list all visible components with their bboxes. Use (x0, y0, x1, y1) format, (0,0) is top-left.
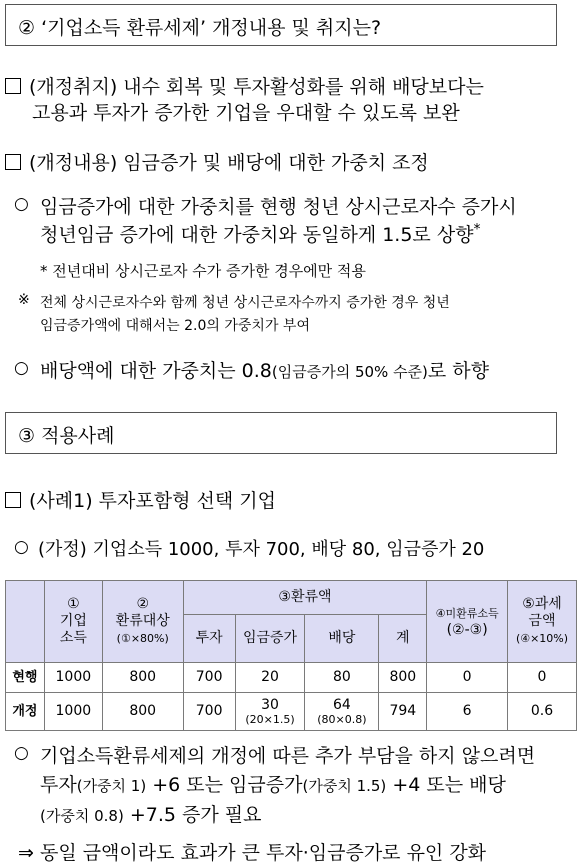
conclusion-line-1: 기업소득환류세제의 개정에 따른 추가 부담을 하지 않으려면 (40, 745, 536, 767)
checkbox-square-icon (5, 78, 21, 94)
header-wage-increase: 임금증가 (235, 615, 305, 663)
note-1: * 전년대비 상시근로자 수가 증가한 경우에만 적용 (40, 262, 366, 280)
case-heading: (사례1) 투자포함형 선택 기업 (5, 486, 276, 513)
bullet-1-marker: ○ (14, 194, 29, 214)
checkbox-square-icon (5, 154, 21, 170)
bullet-1-line-2: 청년임금 증가에 대한 가중치와 동일하게 1.5로 상향* (40, 221, 481, 246)
table-cell: 0 (427, 663, 508, 693)
header-dividend: 배당 (305, 615, 379, 663)
table-cell: 1000 (44, 663, 102, 693)
row-label: 현행 (6, 663, 45, 693)
table-cell: 64 (80×0.8) (305, 693, 379, 731)
table-cell: 0 (508, 663, 577, 693)
content-heading: (개정내용) 임금증가 및 배당에 대한 가중치 조정 (5, 148, 429, 175)
purpose-line-1: (개정취지) 내수 회복 및 투자활성화를 위해 배당보다는 (5, 72, 484, 99)
table-cell: 800 (102, 663, 183, 693)
table-cell: 6 (427, 693, 508, 731)
table-row-revised (6, 693, 577, 731)
table-cell: 700 (183, 693, 235, 731)
table-cell: 0.6 (508, 693, 577, 731)
table-cell: 80 (305, 663, 379, 693)
header-return-target: ② 환류대상 (①×80%) (102, 581, 183, 663)
table-cell: 1000 (44, 693, 102, 731)
header-investment: 투자 (183, 615, 235, 663)
corner-cell (6, 581, 45, 663)
table-cell: 20 (235, 663, 305, 693)
purpose-line-2: 고용과 투자가 증가한 기업을 우대할 수 있도록 보완 (32, 102, 460, 124)
header-return-amount: ③환류액 (183, 581, 427, 615)
table-cell: 800 (379, 663, 427, 693)
checkbox-square-icon (5, 492, 21, 508)
example-table (5, 580, 577, 731)
table-cell: 30 (20×1.5) (235, 693, 305, 731)
note-2-line-2: 임금증가액에 대해서는 2.0의 가중치가 부여 (40, 318, 310, 334)
header-corp-income: ① 기업 소득 (44, 581, 102, 663)
conclusion-line-2: 투자(가중치 1) +6 또는 임금증가(가중치 1.5) +4 또는 배당 (40, 774, 506, 796)
conclusion-line-3: (가중치 0.8) +7.5 증가 필요 (40, 804, 262, 826)
table-cell: 794 (379, 693, 427, 731)
table-row-current (6, 663, 577, 693)
assumption-text: (가정) 기업소득 1000, 투자 700, 배당 80, 임금증가 20 (38, 539, 485, 560)
bullet-2-text: 배당액에 대한 가중치는 0.8(임금증가의 50% 수준)로 하향 (40, 360, 490, 382)
section-box-3 (5, 412, 557, 454)
table-cell: 800 (102, 693, 183, 731)
note-2-line-1: 전체 상시근로자수와 함께 청년 상시근로자수까지 증가한 경우 청년 (40, 295, 450, 311)
final-summary: ⇒ 동일 금액이라도 효과가 큰 투자·임금증가로 유인 강화 (18, 842, 487, 864)
assumption-marker: ○ (14, 537, 29, 557)
header-taxable-amount: ⑤과세 금액 (④×10%) (508, 581, 577, 663)
row-label: 개정 (6, 693, 45, 731)
note-2-mark: ※ (18, 292, 30, 308)
header-total: 계 (379, 615, 427, 663)
bullet-2-marker: ○ (14, 358, 29, 378)
header-unreturned-income: ④미환류소득 (②-③) (427, 581, 508, 663)
bullet-1-line-1: 임금증가에 대한 가중치를 현행 청년 상시근로자수 증가시 (40, 196, 517, 218)
section-box-2 (5, 4, 557, 46)
table-cell: 700 (183, 663, 235, 693)
section-title-3: ③ 적용사례 (18, 425, 115, 447)
conclusion-marker: ○ (14, 743, 29, 763)
section-title-2: ② ‘기업소득 환류세제’ 개정내용 및 취지는? (18, 17, 382, 39)
